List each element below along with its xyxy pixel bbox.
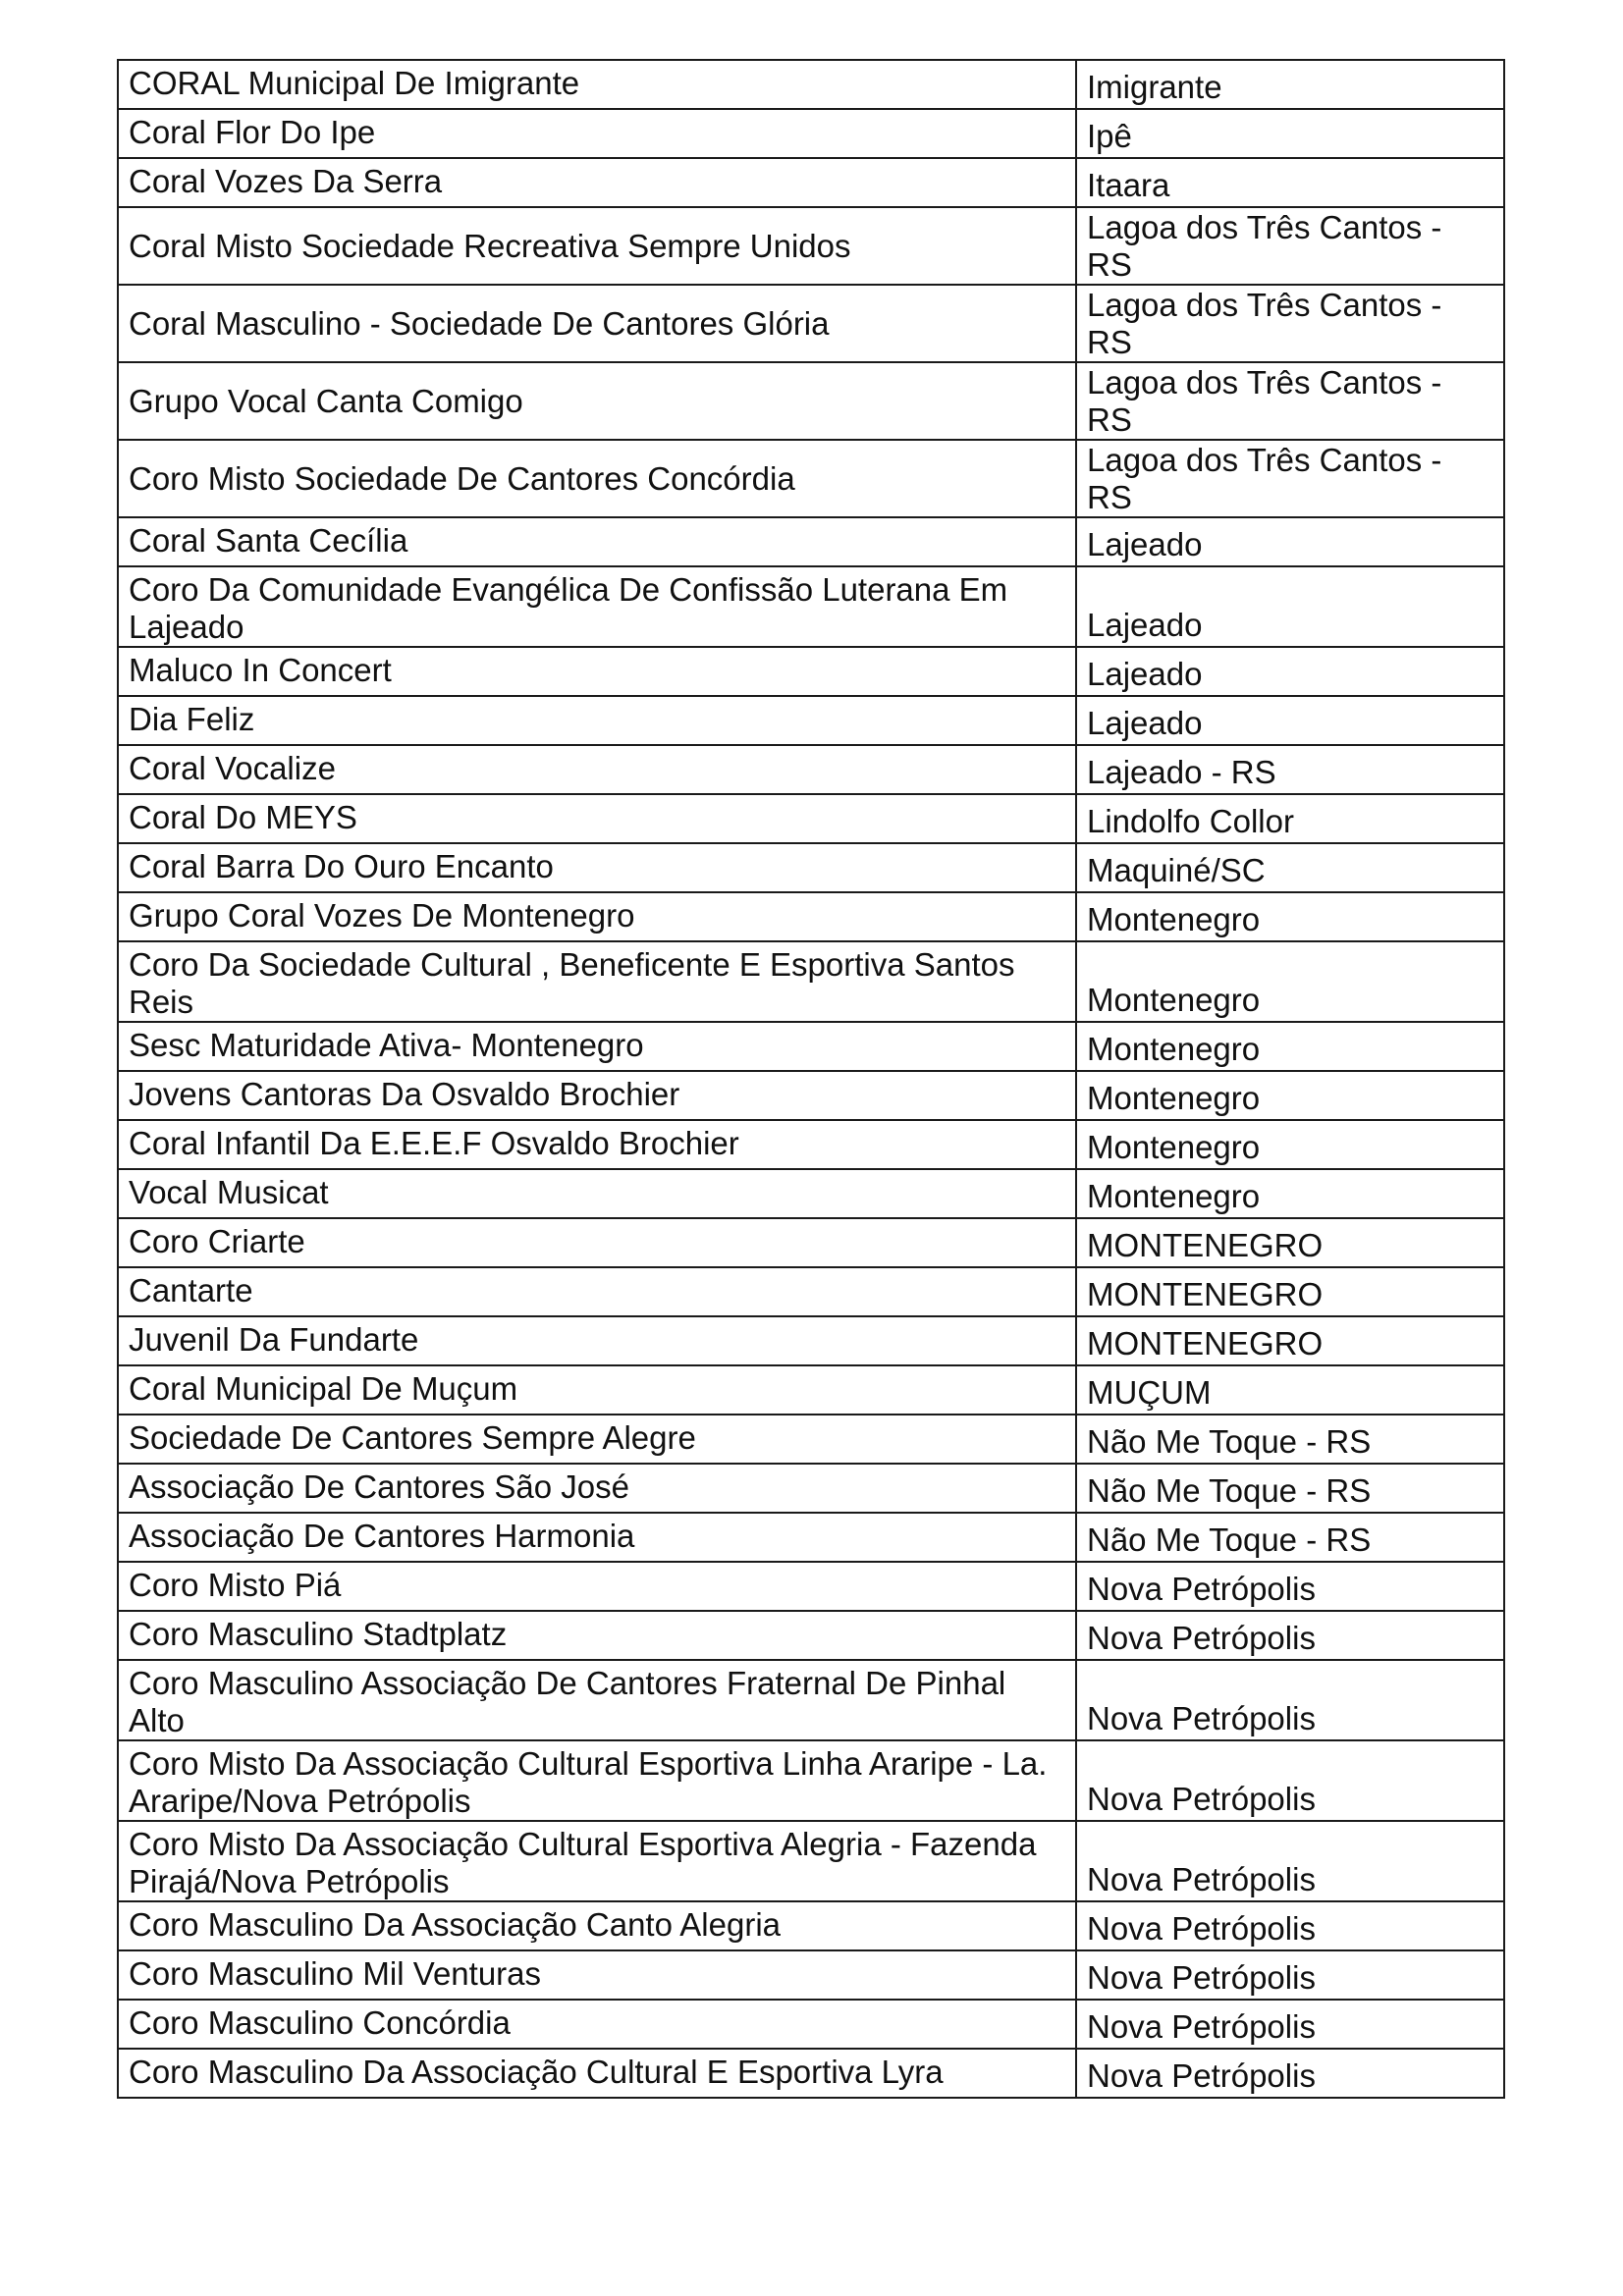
choir-name-cell: Juvenil Da Fundarte	[118, 1316, 1076, 1365]
city-cell: Nova Petrópolis	[1076, 1660, 1504, 1740]
table-row	[118, 1740, 1504, 1821]
choir-name-cell: Coral Vocalize	[118, 745, 1076, 794]
table-row	[118, 892, 1504, 941]
table-row	[118, 843, 1504, 892]
city-cell: Nova Petrópolis	[1076, 1611, 1504, 1660]
city-cell: Lagoa dos Três Cantos - RS	[1076, 440, 1504, 517]
city-cell: MUÇUM	[1076, 1365, 1504, 1415]
table-row	[118, 1316, 1504, 1365]
choir-name-cell: Coral Municipal De Muçum	[118, 1365, 1076, 1415]
city-cell: Não Me Toque - RS	[1076, 1415, 1504, 1464]
city-cell: Lajeado	[1076, 696, 1504, 745]
city-cell: Nova Petrópolis	[1076, 2049, 1504, 2098]
table-row	[118, 1950, 1504, 2000]
city-cell: MONTENEGRO	[1076, 1267, 1504, 1316]
city-cell: Montenegro	[1076, 1169, 1504, 1218]
table-row	[118, 1562, 1504, 1611]
table-row	[118, 1071, 1504, 1120]
choir-name-cell: Coral Santa Cecília	[118, 517, 1076, 566]
city-cell: MONTENEGRO	[1076, 1218, 1504, 1267]
choir-name-cell: Maluco In Concert	[118, 647, 1076, 696]
city-cell: Lagoa dos Três Cantos - RS	[1076, 362, 1504, 440]
city-cell: Itaara	[1076, 158, 1504, 207]
city-cell: Nova Petrópolis	[1076, 1821, 1504, 1901]
choir-name-cell: Cantarte	[118, 1267, 1076, 1316]
city-cell: Nova Petrópolis	[1076, 2000, 1504, 2049]
table-row	[118, 517, 1504, 566]
table-row	[118, 1120, 1504, 1169]
table-row	[118, 1169, 1504, 1218]
city-cell: Montenegro	[1076, 1120, 1504, 1169]
choir-name-cell: Coro Misto Da Associação Cultural Esportiva Linha Araripe - La. Araripe/Nova Petrópolis	[118, 1740, 1076, 1821]
city-cell: Lajeado	[1076, 517, 1504, 566]
table-row	[118, 1365, 1504, 1415]
city-cell: Lajeado	[1076, 647, 1504, 696]
table-row	[118, 696, 1504, 745]
city-cell: Lindolfo Collor	[1076, 794, 1504, 843]
table-row	[118, 1611, 1504, 1660]
city-cell: Não Me Toque - RS	[1076, 1513, 1504, 1562]
city-cell: Lagoa dos Três Cantos - RS	[1076, 285, 1504, 362]
choir-name-cell: Grupo Coral Vozes De Montenegro	[118, 892, 1076, 941]
table-row	[118, 109, 1504, 158]
choir-name-cell: Coro Criarte	[118, 1218, 1076, 1267]
table-row	[118, 745, 1504, 794]
choir-name-cell: Coro Da Comunidade Evangélica De Confissão Luterana Em Lajeado	[118, 566, 1076, 647]
city-cell: Nova Petrópolis	[1076, 1562, 1504, 1611]
city-cell: MONTENEGRO	[1076, 1316, 1504, 1365]
table-row	[118, 1513, 1504, 1562]
table-row	[118, 1218, 1504, 1267]
city-cell: Montenegro	[1076, 1071, 1504, 1120]
table-row	[118, 1267, 1504, 1316]
table-row	[118, 362, 1504, 440]
table-row	[118, 2049, 1504, 2098]
choir-name-cell: Coral Flor Do Ipe	[118, 109, 1076, 158]
city-cell: Montenegro	[1076, 1022, 1504, 1071]
city-cell: Lagoa dos Três Cantos - RS	[1076, 207, 1504, 285]
choir-name-cell: Coro Masculino Concórdia	[118, 2000, 1076, 2049]
choir-name-cell: Sesc Maturidade Ativa- Montenegro	[118, 1022, 1076, 1071]
table-row	[118, 941, 1504, 1022]
choir-name-cell: Grupo Vocal Canta Comigo	[118, 362, 1076, 440]
city-cell: Montenegro	[1076, 892, 1504, 941]
choir-name-cell: Dia Feliz	[118, 696, 1076, 745]
choir-name-cell: Coro Misto Sociedade De Cantores Concórdia	[118, 440, 1076, 517]
choir-name-cell: Coro Misto Da Associação Cultural Esportiva Alegria - Fazenda Pirajá/Nova Petrópolis	[118, 1821, 1076, 1901]
choir-name-cell: Coral Infantil Da E.E.E.F Osvaldo Brochier	[118, 1120, 1076, 1169]
city-cell: Nova Petrópolis	[1076, 1901, 1504, 1950]
table-row	[118, 566, 1504, 647]
city-cell: Nova Petrópolis	[1076, 1740, 1504, 1821]
table-row	[118, 647, 1504, 696]
table-row	[118, 794, 1504, 843]
choir-name-cell: Coro Masculino Da Associação Canto Alegria	[118, 1901, 1076, 1950]
table-row	[118, 1022, 1504, 1071]
choir-name-cell: Coro Da Sociedade Cultural , Beneficente E Esportiva Santos Reis	[118, 941, 1076, 1022]
choir-name-cell: Associação De Cantores Harmonia	[118, 1513, 1076, 1562]
table-row	[118, 207, 1504, 285]
choir-name-cell: Coral Barra Do Ouro Encanto	[118, 843, 1076, 892]
choir-name-cell: Associação De Cantores São José	[118, 1464, 1076, 1513]
city-cell: Imigrante	[1076, 60, 1504, 109]
choir-name-cell: Coro Masculino Associação De Cantores Fraternal De Pinhal Alto	[118, 1660, 1076, 1740]
city-cell: Nova Petrópolis	[1076, 1950, 1504, 2000]
table-row	[118, 440, 1504, 517]
choir-name-cell: Sociedade De Cantores Sempre Alegre	[118, 1415, 1076, 1464]
choir-name-cell: Coro Masculino Da Associação Cultural E Esportiva Lyra	[118, 2049, 1076, 2098]
city-cell: Montenegro	[1076, 941, 1504, 1022]
choir-name-cell: Coral Vozes Da Serra	[118, 158, 1076, 207]
table-row	[118, 158, 1504, 207]
table-row	[118, 1821, 1504, 1901]
table-row	[118, 285, 1504, 362]
city-cell: Não Me Toque - RS	[1076, 1464, 1504, 1513]
choir-table	[117, 59, 1505, 2099]
choir-name-cell: Coro Masculino Stadtplatz	[118, 1611, 1076, 1660]
table-row	[118, 1901, 1504, 1950]
city-cell: Ipê	[1076, 109, 1504, 158]
city-cell: Maquiné/SC	[1076, 843, 1504, 892]
choir-name-cell: Coral Misto Sociedade Recreativa Sempre Unidos	[118, 207, 1076, 285]
table-row	[118, 2000, 1504, 2049]
choir-name-cell: Coro Misto Piá	[118, 1562, 1076, 1611]
city-cell: Lajeado	[1076, 566, 1504, 647]
choir-name-cell: Jovens Cantoras Da Osvaldo Brochier	[118, 1071, 1076, 1120]
table-row	[118, 1415, 1504, 1464]
table-row	[118, 1660, 1504, 1740]
table-row	[118, 60, 1504, 109]
choir-name-cell: CORAL Municipal De Imigrante	[118, 60, 1076, 109]
table-row	[118, 1464, 1504, 1513]
choir-name-cell: Coro Masculino Mil Venturas	[118, 1950, 1076, 2000]
city-cell: Lajeado - RS	[1076, 745, 1504, 794]
choir-name-cell: Coral Do MEYS	[118, 794, 1076, 843]
choir-name-cell: Coral Masculino - Sociedade De Cantores Glória	[118, 285, 1076, 362]
choir-name-cell: Vocal Musicat	[118, 1169, 1076, 1218]
